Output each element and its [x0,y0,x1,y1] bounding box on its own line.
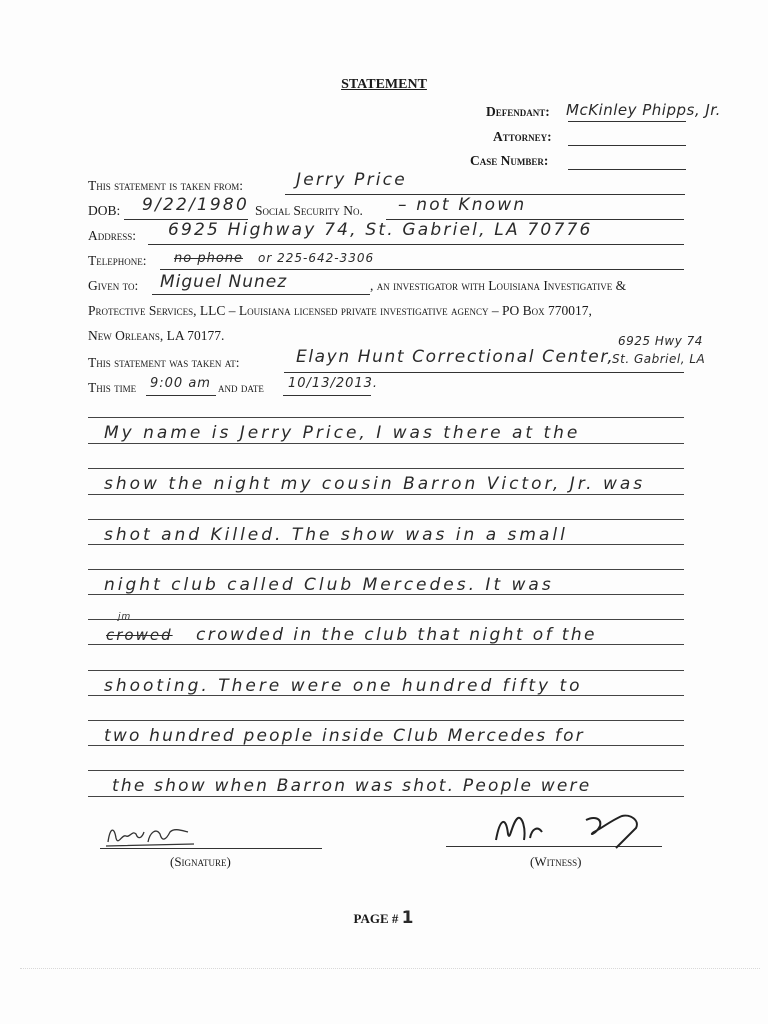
ruled-line [88,417,684,418]
taken-from-label: This statement is taken from: [88,178,244,193]
time-label: This time [88,380,137,395]
address-line [148,244,684,245]
ssn-label: Social Security No. [255,203,363,218]
time-value: 9:00 am [150,376,211,391]
given-to-line [152,294,370,295]
date-value: 10/13/2013. [288,376,379,391]
taken-at-address-2: St. Gabriel, LA [612,352,706,366]
ruled-line [88,770,684,771]
signature-label: (Signature) [170,854,231,869]
ruled-line [88,720,684,721]
telephone-value: or 225-642-3306 [258,251,375,265]
agency-line: Protective Services, LLC – Louisiana licensed private investigative agency – PO Box 770017, [88,303,592,318]
taken-at-line [284,372,684,373]
page-title: STATEMENT [341,77,427,92]
given-to-label: Given to: [88,278,139,293]
statement-line-2: show the night my cousin Barron Victor, Jr. was [104,474,646,494]
statement-line-1: My name is Jerry Price, I was there at the [104,423,581,443]
statement-line-4: night club called Club Mercedes. It was [104,575,554,595]
address-label: Address: [88,228,137,243]
telephone-label: Telephone: [88,253,147,268]
ruled-line [88,619,684,620]
taken-at-label: This statement was taken at: [88,355,240,370]
taken-at-address-1: 6925 Hwy 74 [618,334,703,348]
ruled-line [88,796,684,797]
defendant-value: McKinley Phipps, Jr. [566,101,721,119]
address-value: 6925 Highway 74, St. Gabriel, LA 70776 [168,220,593,240]
case-number-line [568,169,686,170]
telephone-struck: no phone [174,251,244,266]
dob-label: DOB: [88,203,121,218]
given-to-value: Miguel Nunez [160,272,288,292]
ssn-value: – not Known [398,195,527,215]
taken-from-value: Jerry Price [296,170,407,190]
statement-line-6: shooting. There were one hundred fifty to [104,676,583,696]
case-number-label: Case Number: [470,153,549,168]
statement-line-5: crowded in the club that night of the [196,625,597,645]
witness-scribble [490,808,660,850]
investigator-text: , an investigator with Louisiana Investigative & [370,278,627,293]
ruled-line [88,468,684,469]
attorney-line [568,145,686,146]
correction-struck: crowed [106,626,173,644]
telephone-line [160,269,684,270]
time-line [146,395,216,396]
taken-at-value: Elayn Hunt Correctional Center, [296,347,615,367]
date-label: and date [218,380,264,395]
ruled-line [88,569,684,570]
statement-line-3: shot and Killed. The show was in a small [104,525,568,545]
date-line [283,395,371,396]
ruled-line [88,519,684,520]
defendant-label: Defendant: [486,104,550,119]
city-line: New Orleans, LA 70177. [88,328,225,343]
signature-scribble [104,820,204,850]
statement-line-7: two hundred people inside Club Mercedes for [104,726,585,746]
dob-value: 9/22/1980 [142,195,249,215]
scan-edge [20,968,760,969]
correction-insert: jm [118,612,132,622]
ruled-line [88,443,684,444]
ruled-line [88,494,684,495]
statement-line-8: the show when Barron was shot. People were [112,776,592,796]
witness-label: (Witness) [530,854,582,869]
ruled-line [88,670,684,671]
page-number: PAGE # 1 [353,908,415,928]
defendant-line [568,121,686,122]
attorney-label: Attorney: [493,129,552,144]
